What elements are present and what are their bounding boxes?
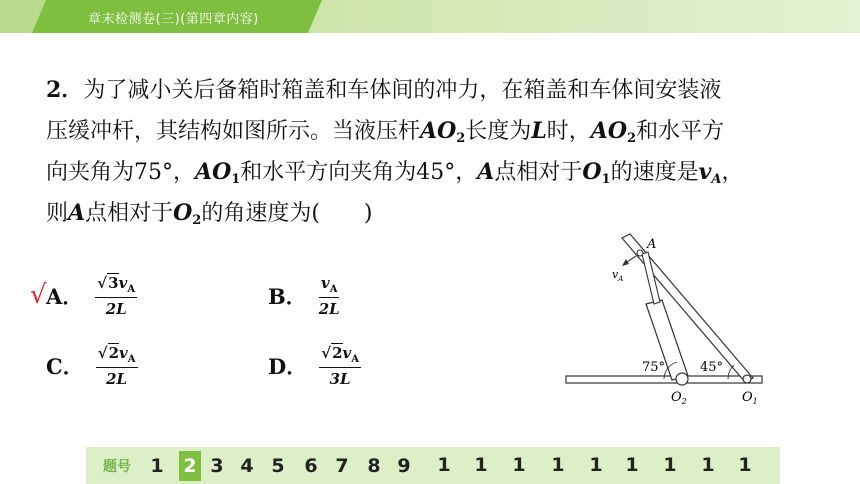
option-letter: D． bbox=[268, 354, 308, 379]
text-segment: 点相对于 bbox=[85, 201, 174, 226]
math-v: v bbox=[342, 344, 352, 362]
text-segment: 的角速度为( ) bbox=[201, 201, 373, 226]
sqrt-radicand: 3 bbox=[108, 274, 119, 292]
nav-question-15[interactable]: 1 bbox=[625, 454, 639, 476]
option-fraction bbox=[96, 344, 138, 388]
option-a[interactable] bbox=[46, 274, 137, 318]
math-AO: AO bbox=[590, 118, 628, 144]
fraction-denominator: 2L bbox=[318, 300, 340, 318]
question-number: 2． bbox=[46, 77, 84, 103]
sqrt-symbol: √3 bbox=[97, 274, 119, 292]
option-b[interactable] bbox=[268, 274, 340, 318]
fraction-numerator bbox=[95, 274, 137, 298]
fraction-denominator: 2L bbox=[106, 370, 128, 388]
question-line-1 bbox=[46, 70, 816, 111]
nav-question-4[interactable]: 4 bbox=[240, 455, 254, 477]
nav-question-17[interactable]: 1 bbox=[701, 454, 715, 476]
question-line-3 bbox=[46, 152, 816, 193]
label-o2-sub: 2 bbox=[681, 397, 687, 406]
question-nav-bar bbox=[86, 447, 780, 484]
question-line-2 bbox=[46, 111, 816, 152]
nav-question-1[interactable]: 1 bbox=[150, 455, 164, 477]
text-segment: 长度为 bbox=[465, 119, 532, 144]
nav-question-6[interactable]: 6 bbox=[304, 455, 318, 477]
label-va-sub: A bbox=[618, 275, 624, 283]
text-segment: 向夹角为75°， bbox=[46, 160, 195, 185]
option-fraction bbox=[319, 344, 361, 388]
question-line1-text: 为了减小关后备箱时箱盖和车体间的冲力，在箱盖和车体间安装液 bbox=[83, 78, 722, 103]
math-sub: A bbox=[351, 354, 359, 365]
nav-question-8[interactable]: 8 bbox=[367, 455, 381, 477]
label-o2 bbox=[671, 390, 687, 406]
text-segment: 和水平方 bbox=[636, 119, 725, 144]
header-bar bbox=[0, 0, 860, 33]
option-letter: B． bbox=[268, 284, 307, 309]
nav-question-9[interactable]: 9 bbox=[397, 455, 411, 477]
nav-question-3[interactable]: 3 bbox=[210, 455, 224, 477]
math-sub: A bbox=[127, 284, 136, 295]
math-sub: A bbox=[711, 172, 722, 187]
label-o2-main: O bbox=[671, 390, 682, 405]
nav-question-14[interactable]: 1 bbox=[589, 454, 603, 476]
fraction-denominator: 3L bbox=[329, 370, 351, 388]
math-sub: A bbox=[329, 284, 338, 295]
label-o1-main: O bbox=[742, 390, 753, 405]
math-AO: AO bbox=[420, 118, 457, 144]
sqrt-symbol: √2 bbox=[321, 344, 343, 362]
math-sub: 2 bbox=[627, 131, 637, 146]
question-text bbox=[46, 70, 816, 234]
answer-check-mark: √ bbox=[30, 280, 47, 310]
pivot-o2 bbox=[676, 373, 688, 385]
header-title: 章末检测卷(三)(第四章内容) bbox=[88, 12, 259, 27]
pivot-o1 bbox=[743, 375, 751, 383]
label-a: A bbox=[647, 237, 657, 252]
nav-question-5[interactable]: 5 bbox=[271, 455, 285, 477]
math-sub: 1 bbox=[231, 172, 241, 187]
sqrt-radicand: 2 bbox=[332, 344, 343, 362]
math-v: v bbox=[698, 159, 712, 185]
math-AO: AO bbox=[195, 159, 232, 185]
text-segment: 时， bbox=[546, 119, 591, 144]
math-sub: 2 bbox=[192, 213, 202, 228]
label-angle-75: 75° bbox=[642, 360, 666, 375]
sqrt-symbol: √2 bbox=[97, 344, 120, 362]
math-A: A bbox=[477, 159, 495, 185]
nav-question-11[interactable]: 1 bbox=[474, 454, 488, 476]
fraction-numerator bbox=[96, 344, 138, 368]
option-letter: C． bbox=[46, 354, 84, 379]
math-L: L bbox=[531, 118, 547, 144]
nav-question-12[interactable]: 1 bbox=[512, 454, 526, 476]
option-d[interactable] bbox=[268, 344, 361, 388]
nav-question-2[interactable]: 2 bbox=[179, 451, 201, 481]
option-fraction bbox=[319, 274, 340, 318]
math-sub: 2 bbox=[456, 131, 466, 146]
option-c[interactable] bbox=[46, 344, 138, 388]
math-sub: 1 bbox=[601, 172, 611, 187]
nav-question-10[interactable]: 1 bbox=[437, 454, 451, 476]
nav-question-16[interactable]: 1 bbox=[663, 454, 677, 476]
label-o1-sub: 1 bbox=[752, 397, 758, 406]
point-a bbox=[637, 250, 643, 256]
math-sub: A bbox=[127, 354, 136, 365]
label-o1 bbox=[742, 390, 758, 406]
math-v: v bbox=[119, 344, 128, 362]
text-segment: 点相对于 bbox=[494, 160, 583, 185]
nav-question-18[interactable]: 1 bbox=[738, 454, 752, 476]
math-O: O bbox=[582, 159, 602, 185]
option-fraction bbox=[95, 274, 137, 318]
label-angle-45: 45° bbox=[700, 360, 724, 375]
fraction-numerator bbox=[319, 274, 339, 298]
hydraulic-rod-diagram bbox=[560, 226, 780, 411]
label-va-main: v bbox=[612, 268, 619, 281]
math-O: O bbox=[173, 200, 193, 226]
text-segment: 则 bbox=[46, 201, 69, 226]
math-v: v bbox=[321, 274, 330, 292]
nav-label: 题号 bbox=[103, 459, 131, 475]
text-segment: ， bbox=[721, 160, 744, 185]
text-segment: 和水平方向夹角为45°， bbox=[240, 160, 478, 185]
velocity-arrowhead bbox=[622, 259, 629, 266]
label-va bbox=[612, 268, 623, 283]
text-segment: 压缓冲杆，其结构如图所示。当液压杆 bbox=[46, 119, 421, 144]
fraction-numerator bbox=[319, 344, 361, 368]
nav-question-13[interactable]: 1 bbox=[551, 454, 565, 476]
math-A: A bbox=[68, 200, 86, 226]
math-v: v bbox=[118, 274, 128, 292]
nav-question-7[interactable]: 7 bbox=[335, 455, 349, 477]
option-letter: A． bbox=[46, 284, 84, 309]
fraction-denominator: 2L bbox=[105, 300, 127, 318]
sqrt-radicand: 2 bbox=[108, 344, 120, 362]
text-segment: 的速度是 bbox=[610, 160, 699, 185]
